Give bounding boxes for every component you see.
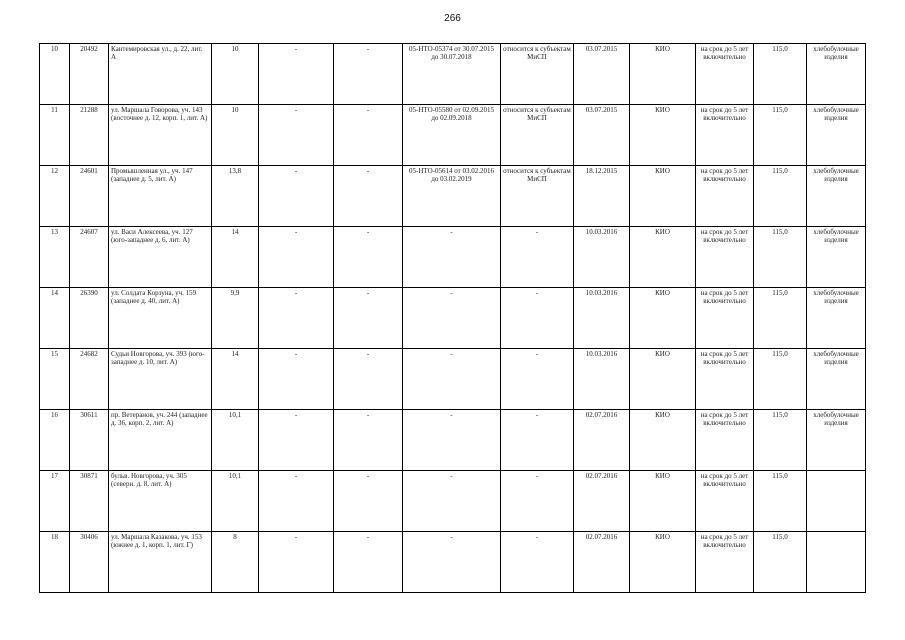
dash-cell: - (259, 532, 334, 593)
purpose-cell: хлебобулочные изделия (807, 410, 866, 471)
term-cell: на срок до 5 лет включительно (696, 227, 754, 288)
area-cell: 10 (212, 44, 259, 105)
area-cell: 9,9 (212, 288, 259, 349)
address-cell: ул. Маршала Говорова, уч. 143 (восточнее д. 12, корп. 1, лит. А) (109, 105, 212, 166)
dash-cell: - (334, 166, 403, 227)
category-cell: - (501, 471, 574, 532)
object-id-cell: 30871 (70, 471, 109, 532)
table-row (40, 288, 866, 349)
contract-cell: - (403, 471, 501, 532)
object-id-cell: 24607 (70, 227, 109, 288)
purpose-cell: хлебобулочные изделия (807, 166, 866, 227)
date-cell: 18.12.2015 (574, 166, 630, 227)
dash-cell: - (334, 471, 403, 532)
purpose-cell (807, 532, 866, 593)
object-id-cell: 30611 (70, 410, 109, 471)
date-cell: 02.07.2016 (574, 410, 630, 471)
date-cell: 02.07.2016 (574, 532, 630, 593)
row-number-cell: 11 (40, 105, 70, 166)
dash-cell: - (334, 105, 403, 166)
term-cell: на срок до 5 лет включительно (696, 105, 754, 166)
date-cell: 03.07.2015 (574, 105, 630, 166)
object-id-cell: 21288 (70, 105, 109, 166)
organization-cell: КИО (630, 44, 696, 105)
term-cell: на срок до 5 лет включительно (696, 410, 754, 471)
area-cell: 13,8 (212, 166, 259, 227)
category-cell: - (501, 410, 574, 471)
organization-cell: КИО (630, 410, 696, 471)
dash-cell: - (334, 349, 403, 410)
purpose-cell: хлебобулочные изделия (807, 227, 866, 288)
address-cell: ул. Маршала Казакова, уч. 153 (южнее д. 1, корп. 1, лит. Г) (109, 532, 212, 593)
row-number-cell: 15 (40, 349, 70, 410)
dash-cell: - (259, 410, 334, 471)
contract-cell: - (403, 349, 501, 410)
dash-cell: - (259, 44, 334, 105)
date-cell: 03.07.2015 (574, 44, 630, 105)
organization-cell: КИО (630, 166, 696, 227)
size-cell: 115,0 (754, 532, 807, 593)
row-number-cell: 10 (40, 44, 70, 105)
date-cell: 10.03.2016 (574, 227, 630, 288)
table-row (40, 410, 866, 471)
size-cell: 115,0 (754, 105, 807, 166)
registry-table (39, 43, 866, 593)
organization-cell: КИО (630, 288, 696, 349)
contract-cell: - (403, 532, 501, 593)
contract-cell: - (403, 288, 501, 349)
row-number-cell: 18 (40, 532, 70, 593)
category-cell: относится к субъектам МиСП (501, 166, 574, 227)
size-cell: 115,0 (754, 227, 807, 288)
table-row (40, 44, 866, 105)
dash-cell: - (334, 532, 403, 593)
contract-cell: 05-НТО-05580 от 02.09.2015 до 02.09.2018 (403, 105, 501, 166)
dash-cell: - (259, 288, 334, 349)
size-cell: 115,0 (754, 410, 807, 471)
purpose-cell: хлебобулочные изделия (807, 44, 866, 105)
purpose-cell (807, 471, 866, 532)
category-cell: - (501, 227, 574, 288)
registry-body (40, 44, 866, 593)
object-id-cell: 20492 (70, 44, 109, 105)
organization-cell: КИО (630, 349, 696, 410)
contract-cell: 05-НТО-05374 от 30.07.2015 до 30.07.2018 (403, 44, 501, 105)
area-cell: 8 (212, 532, 259, 593)
table-row (40, 227, 866, 288)
category-cell: - (501, 532, 574, 593)
object-id-cell: 24682 (70, 349, 109, 410)
term-cell: на срок до 5 лет включительно (696, 166, 754, 227)
date-cell: 02.07.2016 (574, 471, 630, 532)
object-id-cell: 26390 (70, 288, 109, 349)
table-row (40, 349, 866, 410)
dash-cell: - (334, 227, 403, 288)
dash-cell: - (259, 166, 334, 227)
table-row (40, 105, 866, 166)
dash-cell: - (259, 105, 334, 166)
date-cell: 10.03.2016 (574, 349, 630, 410)
contract-cell: - (403, 410, 501, 471)
row-number-cell: 17 (40, 471, 70, 532)
dash-cell: - (259, 349, 334, 410)
address-cell: ул. Васи Алексеева, уч. 127 (юго-западнее д. 6, лит. А) (109, 227, 212, 288)
size-cell: 115,0 (754, 44, 807, 105)
area-cell: 14 (212, 349, 259, 410)
term-cell: на срок до 5 лет включительно (696, 532, 754, 593)
dash-cell: - (334, 288, 403, 349)
dash-cell: - (259, 471, 334, 532)
term-cell: на срок до 5 лет включительно (696, 471, 754, 532)
category-cell: относится к субъектам МиСП (501, 105, 574, 166)
address-cell: бульв. Новгорова, уч. 305 (северн. д. 8, лит. А) (109, 471, 212, 532)
address-cell: Судьи Новгорова, уч. 393 (юго-западнее д. 10, лит. А) (109, 349, 212, 410)
category-cell: относится к субъектам МиСП (501, 44, 574, 105)
row-number-cell: 16 (40, 410, 70, 471)
table-row (40, 471, 866, 532)
address-cell: Кантемировская ул., д. 22, лит. А (109, 44, 212, 105)
purpose-cell: хлебобулочные изделия (807, 288, 866, 349)
size-cell: 115,0 (754, 166, 807, 227)
object-id-cell: 24601 (70, 166, 109, 227)
dash-cell: - (334, 44, 403, 105)
area-cell: 10,1 (212, 471, 259, 532)
size-cell: 115,0 (754, 288, 807, 349)
category-cell: - (501, 349, 574, 410)
row-number-cell: 13 (40, 227, 70, 288)
organization-cell: КИО (630, 471, 696, 532)
contract-cell: - (403, 227, 501, 288)
contract-cell: 05-НТО-05614 от 03.02.2016 до 03.02.2019 (403, 166, 501, 227)
term-cell: на срок до 5 лет включительно (696, 288, 754, 349)
object-id-cell: 30406 (70, 532, 109, 593)
dash-cell: - (259, 227, 334, 288)
dash-cell: - (334, 410, 403, 471)
address-cell: пр. Ветеранов, уч. 244 (западнее д. 36, корп. 2, лит. А) (109, 410, 212, 471)
organization-cell: КИО (630, 105, 696, 166)
area-cell: 14 (212, 227, 259, 288)
row-number-cell: 12 (40, 166, 70, 227)
page-number: 266 (444, 13, 461, 24)
address-cell: ул. Солдата Корзуна, уч. 159 (западнее д. 40, лит. А) (109, 288, 212, 349)
area-cell: 10 (212, 105, 259, 166)
address-cell: Промышленная ул., уч. 147 (западнее д. 5, лит. А) (109, 166, 212, 227)
purpose-cell: хлебобулочные изделия (807, 349, 866, 410)
term-cell: на срок до 5 лет включительно (696, 349, 754, 410)
row-number-cell: 14 (40, 288, 70, 349)
size-cell: 115,0 (754, 471, 807, 532)
area-cell: 10,1 (212, 410, 259, 471)
date-cell: 10.03.2016 (574, 288, 630, 349)
organization-cell: КИО (630, 227, 696, 288)
table-row (40, 166, 866, 227)
organization-cell: КИО (630, 532, 696, 593)
purpose-cell: хлебобулочные изделия (807, 105, 866, 166)
term-cell: на срок до 5 лет включительно (696, 44, 754, 105)
table-row (40, 532, 866, 593)
size-cell: 115,0 (754, 349, 807, 410)
category-cell: - (501, 288, 574, 349)
